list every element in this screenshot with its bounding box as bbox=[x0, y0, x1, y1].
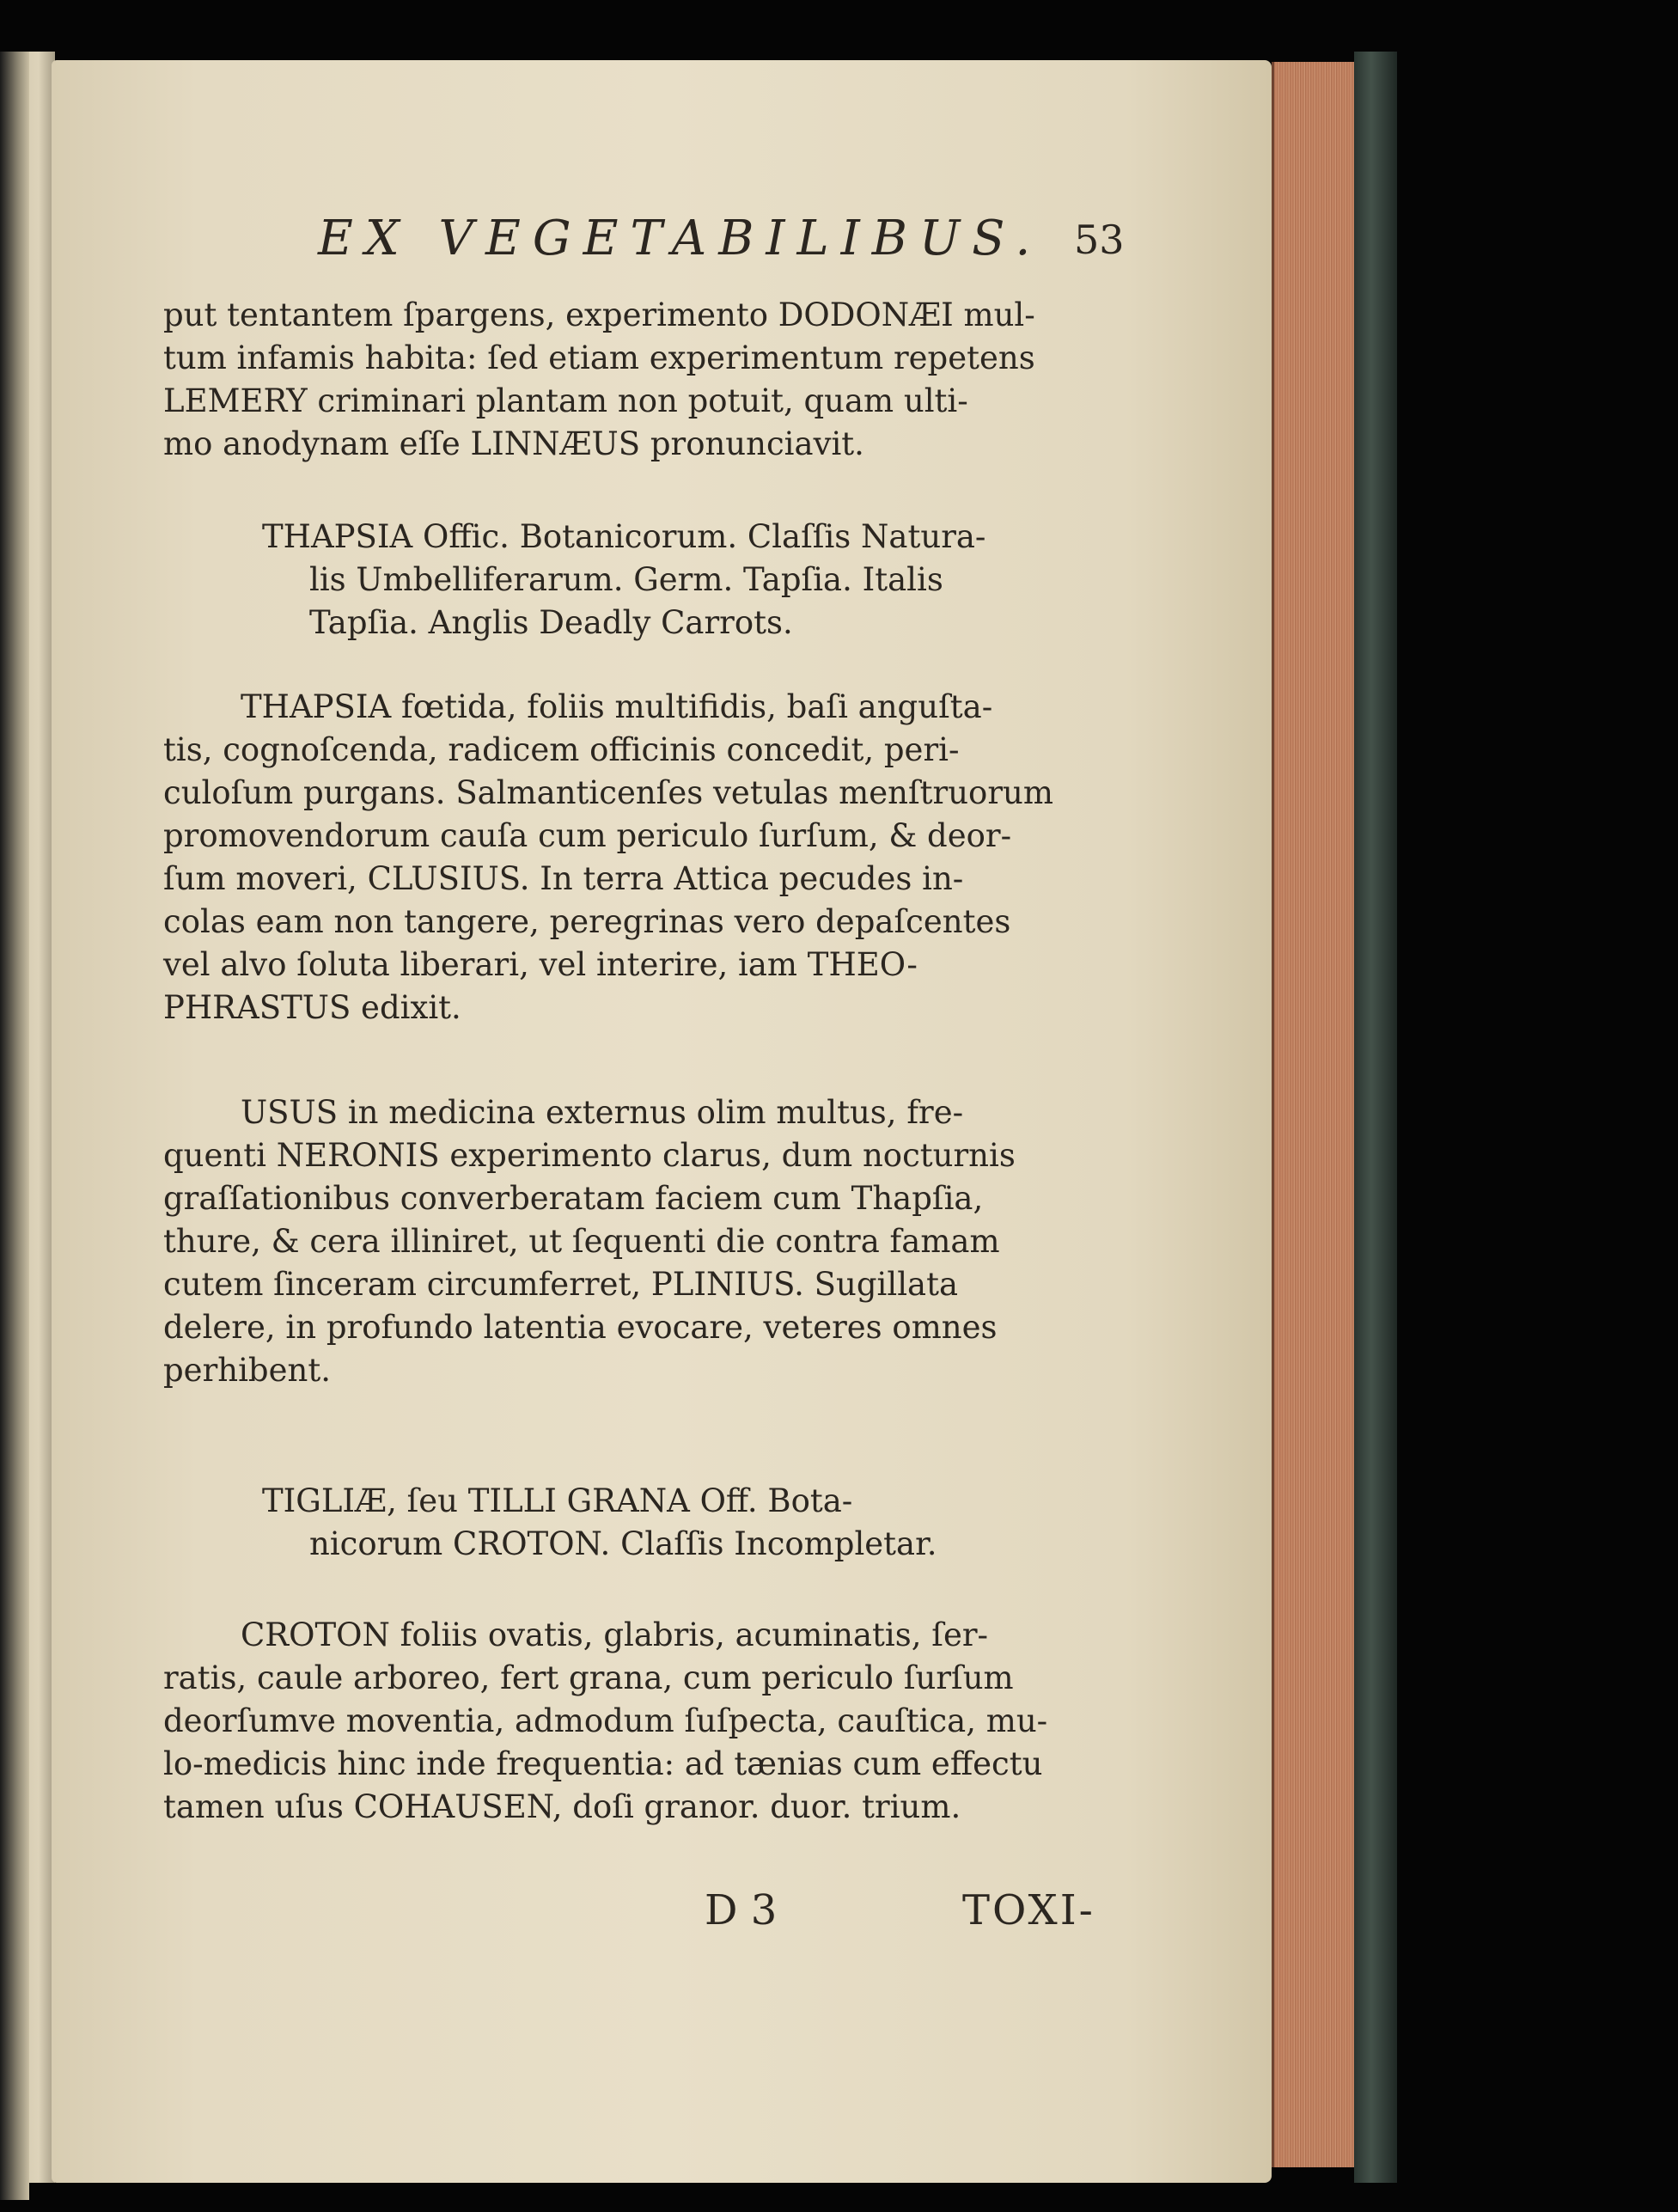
text-line: perhibent. bbox=[163, 1352, 331, 1389]
text-line: THAPSIA fœtida, foliis multifidis, baſi anguſta- bbox=[241, 688, 993, 725]
signature-mark: D 3 bbox=[705, 1886, 778, 1934]
page-content bbox=[52, 60, 1272, 2183]
text-line: Tapſia. Anglis Deadly Carrots. bbox=[309, 604, 793, 641]
text-line: graſſationibus converberatam faciem cum Thapſia, bbox=[163, 1180, 984, 1217]
catchword: TOXI- bbox=[962, 1886, 1095, 1934]
paragraph-5-tigliae-heading bbox=[262, 1480, 1113, 1566]
text-line: delere, in profundo latentia evocare, veteres omnes bbox=[163, 1309, 998, 1346]
paragraph-3-thapsia-description bbox=[163, 686, 1113, 1030]
text-line: cutem ſinceram circumferret, PLINIUS. Sugillata bbox=[163, 1266, 959, 1303]
paragraph-2-thapsia-heading bbox=[262, 516, 1113, 645]
text-line: thure, & cera illiniret, ut ſequenti die contra famam bbox=[163, 1223, 1000, 1260]
text-line: LEMERY criminari plantam non potuit, quam ulti- bbox=[163, 382, 968, 419]
book-cover-edge bbox=[1354, 52, 1397, 2183]
text-line: tamen uſus COHAUSEN, doſi granor. duor. trium. bbox=[163, 1788, 961, 1825]
paragraph-4-usus bbox=[163, 1091, 1113, 1392]
paragraph-1 bbox=[163, 294, 1113, 466]
text-line: colas eam non tangere, peregrinas vero depaſcentes bbox=[163, 903, 1011, 940]
text-line: tum infamis habita: ſed etiam experimentum repetens bbox=[163, 339, 1035, 376]
book-page bbox=[52, 60, 1272, 2183]
paragraph-6-croton bbox=[163, 1614, 1113, 1829]
text-line: culoſum purgans. Salmanticenſes vetulas menſtruorum bbox=[163, 774, 1053, 811]
text-line: deorſumve moventia, admodum ſuſpecta, cauſtica, mu- bbox=[163, 1702, 1048, 1739]
text-line: PHRASTUS edixit. bbox=[163, 989, 461, 1026]
text-line: vel alvo ſoluta liberari, vel interire, iam THEO- bbox=[163, 946, 918, 983]
page-edges bbox=[1272, 62, 1357, 2167]
text-line: ratis, caule arboreo, fert grana, cum periculo ſurſum bbox=[163, 1659, 1014, 1696]
text-line: THAPSIA Offic. Botanicorum. Claſſis Natura- bbox=[262, 518, 986, 555]
text-line: CROTON foliis ovatis, glabris, acuminatis, ſer- bbox=[241, 1616, 989, 1653]
text-line: quenti NERONIS experimento clarus, dum nocturnis bbox=[163, 1137, 1016, 1174]
page-number: 53 bbox=[1074, 217, 1125, 263]
text-line: promovendorum cauſa cum periculo ſurſum, & deor- bbox=[163, 817, 1012, 854]
running-title: EX VEGETABILIBUS. bbox=[318, 211, 1043, 266]
text-line: lo-medicis hinc inde frequentia: ad tænias cum effectu bbox=[163, 1745, 1043, 1782]
text-line: ſum moveri, CLUSIUS. In terra Attica pecudes in- bbox=[163, 860, 964, 897]
book-gutter bbox=[0, 52, 29, 2200]
text-line: USUS in medicina externus olim multus, fre- bbox=[241, 1094, 964, 1131]
text-line: tis, cognoſcenda, radicem officinis concedit, peri- bbox=[163, 731, 960, 768]
text-line: put tentantem ſpargens, experimento DODONÆI mul- bbox=[163, 296, 1035, 333]
text-line: nicorum CROTON. Claſſis Incompletar. bbox=[309, 1525, 937, 1562]
text-line: TIGLIÆ, ſeu TILLI GRANA Off. Bota- bbox=[262, 1482, 853, 1519]
text-line: mo anodynam eſſe LINNÆUS pronunciavit. bbox=[163, 425, 864, 462]
text-line: lis Umbelliferarum. Germ. Tapſia. Italis bbox=[309, 561, 943, 598]
